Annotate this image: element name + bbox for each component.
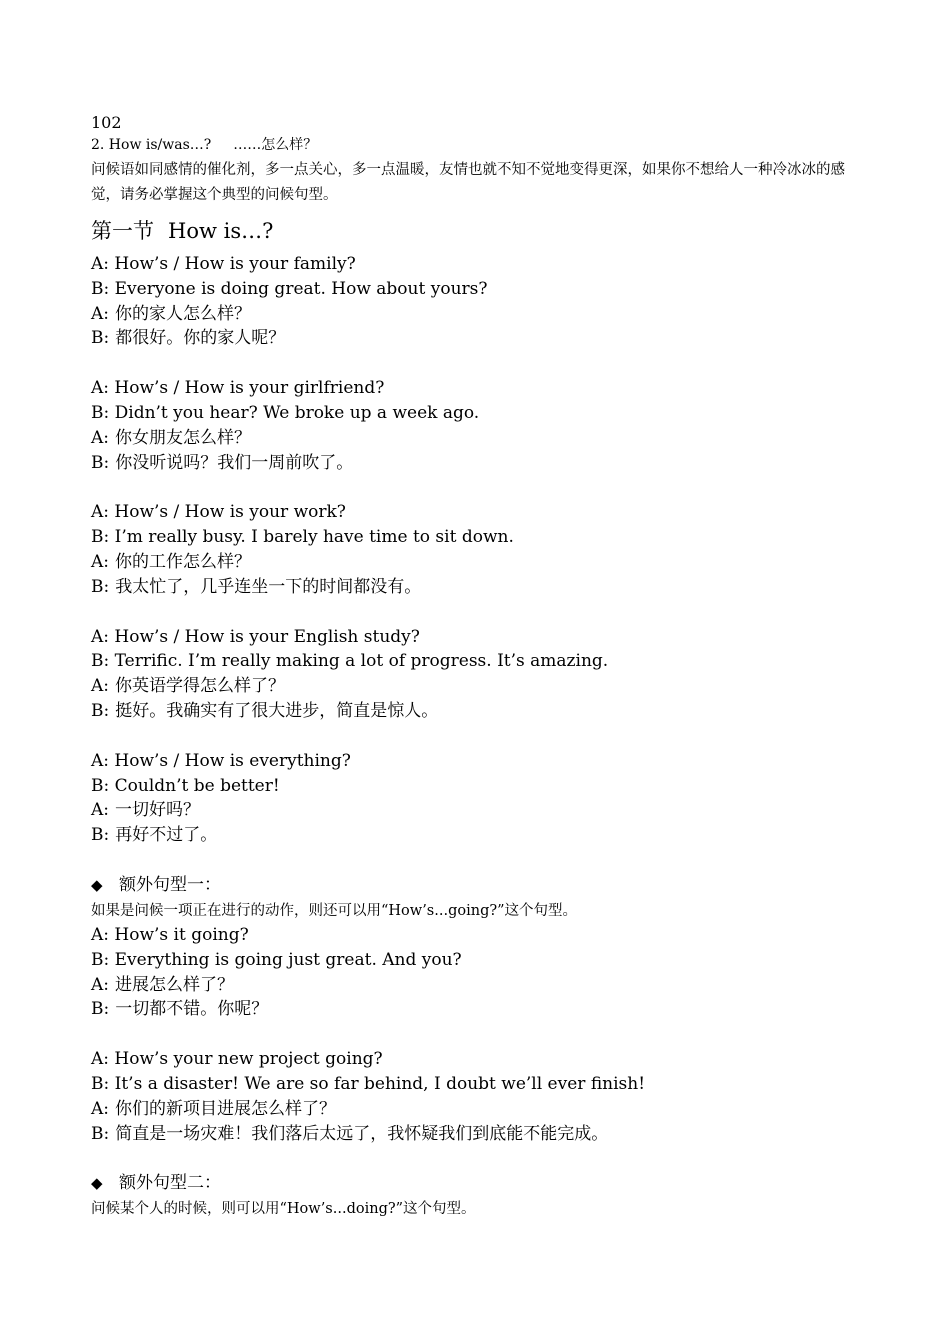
dialog-block (91, 500, 871, 599)
dialog-line-a-chinese (91, 674, 871, 699)
dialog-line-b-chinese (91, 326, 871, 351)
speaker-b: B: (91, 700, 110, 721)
page-number: 102 (91, 113, 122, 132)
extra-pattern-label: 额外句型一： (119, 874, 221, 895)
dialog-line-b-english: B: I’m really busy. I barely have time to sit down. (91, 527, 514, 548)
dialog-line-b-chinese (91, 823, 871, 848)
dialog-line-a-chinese (91, 550, 871, 575)
dialog-line-b-chinese (91, 1122, 871, 1147)
dialog-line-b-english: B: Everything is going just great. And you? (91, 949, 462, 970)
extra-pattern-2-heading (91, 1171, 871, 1197)
extra-pattern-label: 额外句型二： (119, 1173, 221, 1194)
speaker-a: A: (91, 1098, 110, 1119)
dialog-line-a-chinese (91, 973, 871, 998)
lesson-heading (91, 134, 871, 158)
dialog-line-a-chinese (91, 798, 871, 823)
dialog-block (91, 923, 871, 1022)
dialog-line-b-english: B: It’s a disaster! We are so far behind, I doubt we’ll ever finish! (91, 1073, 646, 1094)
translation-text: 挺好。我确实有了很大进步，简直是惊人。 (115, 700, 439, 721)
translation-text: 你的工作怎么样？ (115, 551, 252, 572)
dialog-line-a-english: A: How’s / How is your work? (91, 502, 346, 523)
speaker-b: B: (91, 1123, 110, 1144)
translation-text: 我太忙了，几乎连坐一下的时间都没有。 (115, 576, 422, 597)
dialog-line-a-english: A: How’s / How is everything? (91, 750, 351, 771)
dialog-line-b-english: B: Couldn’t be better! (91, 775, 280, 796)
speaker-b: B: (91, 452, 110, 473)
dialog-line-a-chinese (91, 302, 871, 327)
translation-text: 你女朋友怎么样？ (115, 427, 252, 448)
dialog-block (91, 1047, 871, 1146)
dialog-block (91, 625, 871, 724)
translation-text: 简直是一场灾难！我们落后太远了，我怀疑我们到底能不能完成。 (115, 1123, 609, 1144)
extra-pattern-2-description: 问候某个人的时候，则可以用“How’s...doing?”这个句型。 (91, 1201, 476, 1218)
translation-text: 一切好吗？ (115, 800, 201, 821)
dialog-line-b-english: B: Terrific. I’m really making a lot of progress. It’s amazing. (91, 651, 609, 672)
speaker-a: A: (91, 974, 110, 995)
speaker-a: A: (91, 676, 110, 697)
translation-text: 你的家人怎么样？ (115, 303, 252, 324)
dialog-line-b-english: B: Didn’t you hear? We broke up a week ago. (91, 402, 480, 423)
speaker-a: A: (91, 551, 110, 572)
speaker-b: B: (91, 576, 110, 597)
section-label: 第一节 (91, 219, 154, 243)
dialog-block (91, 749, 871, 848)
dialog-line-a-english: A: How’s / How is your family? (91, 254, 356, 274)
intro-paragraph: 问候语如同感情的催化剂，多一点关心，多一点温暖，友情也就不知不觉地变得更深，如果你不想给人一种冷冰冰的感觉，请务必掌握这个典型的问候句型。 (91, 162, 845, 203)
dialog-line-b-chinese (91, 997, 871, 1022)
speaker-a: A: (91, 427, 110, 448)
translation-text: 你英语学得怎么样了？ (115, 676, 286, 697)
section-pattern: How is…? (168, 219, 274, 243)
speaker-a: A: (91, 800, 110, 821)
translation-text: 一切都不错。你呢？ (115, 999, 269, 1020)
dialog-line-b-english: B: Everyone is doing great. How about yours? (91, 278, 488, 299)
diamond-bullet-icon: ◆ (91, 875, 103, 894)
dialog-line-a-english: A: How’s it going? (91, 924, 249, 945)
lesson-heading-title: 2. How is/was…? (91, 137, 212, 153)
dialog-line-a-chinese (91, 1097, 871, 1122)
speaker-b: B: (91, 328, 110, 349)
diamond-bullet-icon: ◆ (91, 1174, 103, 1193)
dialog-line-b-chinese (91, 575, 871, 600)
dialog-line-b-chinese (91, 699, 871, 724)
translation-text: 都很好。你的家人呢？ (115, 328, 286, 349)
speaker-a: A: (91, 303, 110, 324)
speaker-b: B: (91, 999, 110, 1020)
dialog-line-a-english: A: How’s / How is your English study? (91, 626, 420, 647)
dialog-line-b-chinese (91, 451, 871, 476)
document-page (91, 112, 871, 1221)
lesson-heading-chinese: ……怎么样？ (233, 137, 318, 153)
translation-text: 再好不过了。 (115, 825, 218, 846)
dialog-block (91, 376, 871, 475)
extra-pattern-1-description: 如果是问候一项正在进行的动作，则还可以用“How’s...going?”这个句型。 (91, 902, 578, 919)
translation-text: 你们的新项目进展怎么样了？ (115, 1098, 337, 1119)
dialog-line-a-english: A: How’s your new project going? (91, 1049, 383, 1070)
speaker-b: B: (91, 825, 110, 846)
translation-text: 你没听说吗？我们一周前吹了。 (115, 452, 354, 473)
extra-pattern-1-heading (91, 873, 871, 899)
dialog-block (91, 252, 871, 351)
section-title (91, 216, 871, 246)
dialog-line-a-english: A: How’s / How is your girlfriend? (91, 378, 385, 399)
dialog-line-a-chinese (91, 426, 871, 451)
translation-text: 进展怎么样了？ (115, 974, 235, 995)
